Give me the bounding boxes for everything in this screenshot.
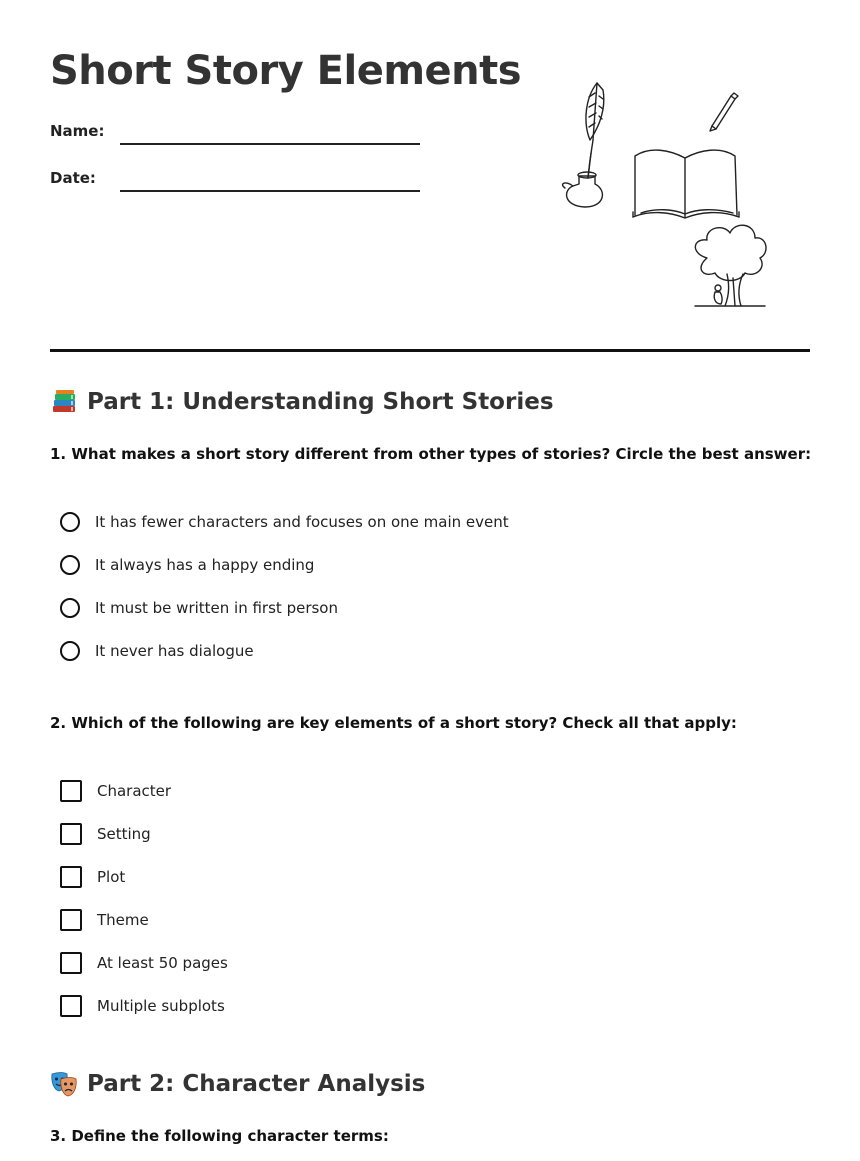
theater-masks-icon [50, 1070, 78, 1098]
part2-heading-text: Part 2: Character Analysis [87, 1071, 426, 1097]
date-field[interactable] [120, 190, 420, 192]
part1-heading-text: Part 1: Understanding Short Stories [87, 389, 554, 415]
page-title: Short Story Elements [50, 48, 522, 94]
writing-illustration [555, 78, 775, 317]
checkbox[interactable] [60, 823, 82, 845]
header-divider [50, 349, 810, 352]
option-label: At least 50 pages [97, 954, 228, 972]
date-label: Date: [50, 169, 96, 187]
q2-option[interactable] [60, 866, 125, 888]
q2-option[interactable] [60, 780, 171, 802]
q2-option[interactable] [60, 909, 149, 931]
checkbox[interactable] [60, 866, 82, 888]
q2-option[interactable] [60, 952, 228, 974]
part1-heading [50, 388, 554, 416]
option-label: It never has dialogue [95, 642, 254, 660]
q2-option[interactable] [60, 823, 151, 845]
name-label: Name: [50, 122, 105, 140]
quill-inkwell-icon [563, 83, 604, 207]
part2-heading [50, 1070, 425, 1098]
name-field[interactable] [120, 143, 420, 145]
q1-option[interactable] [60, 641, 254, 661]
q1-option[interactable] [60, 555, 314, 575]
books-icon [50, 388, 78, 416]
checkbox[interactable] [60, 995, 82, 1017]
option-label: It always has a happy ending [95, 556, 315, 574]
q1-option[interactable] [60, 598, 338, 618]
checkbox[interactable] [60, 952, 82, 974]
option-label: Character [97, 782, 172, 800]
option-label: It must be written in first person [95, 599, 338, 617]
radio-button[interactable] [60, 641, 80, 661]
question-1: 1. What makes a short story different from other types of stories? Circle the best answer: [50, 445, 812, 463]
radio-button[interactable] [60, 598, 80, 618]
checkbox[interactable] [60, 909, 82, 931]
option-label: Multiple subplots [97, 997, 225, 1015]
option-label: It has fewer characters and focuses on one main event [95, 513, 509, 531]
q1-option[interactable] [60, 512, 509, 532]
checkbox[interactable] [60, 780, 82, 802]
option-label: Plot [97, 868, 126, 886]
option-label: Theme [97, 911, 149, 929]
question-3: 3. Define the following character terms: [50, 1127, 389, 1145]
pencil-icon [710, 93, 738, 131]
question-2: 2. Which of the following are key elements of a short story? Check all that apply: [50, 714, 737, 732]
radio-button[interactable] [60, 512, 80, 532]
q2-option[interactable] [60, 995, 225, 1017]
radio-button[interactable] [60, 555, 80, 575]
option-label: Setting [97, 825, 151, 843]
tree-with-reader-icon [695, 225, 766, 306]
open-book-icon [633, 150, 739, 218]
